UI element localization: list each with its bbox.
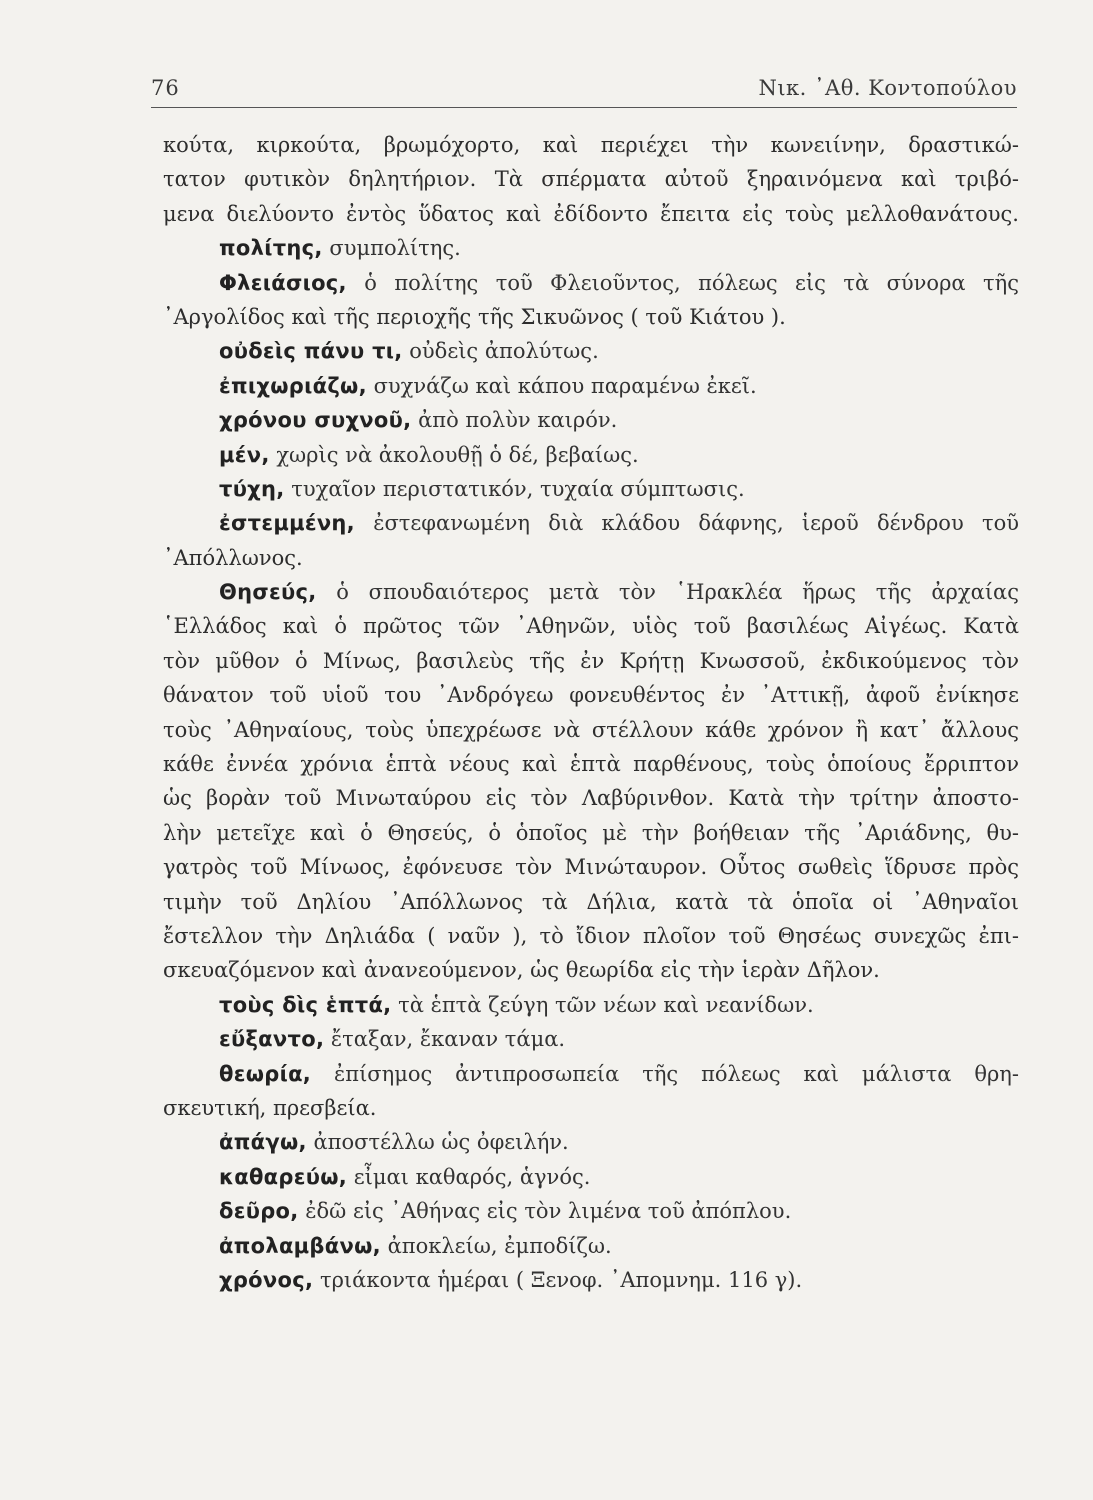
text-line: κάθε ἐννέα χρόνια ἑπτὰ νέους καὶ ἑπτὰ παρθένους, τοὺς ὁποίους ἔρριπτον [163, 752, 1019, 777]
text-line: ᾿Αργολίδος καὶ τῆς περιοχῆς τῆς Σικυῶνος ( τοῦ Κιάτου ). [163, 304, 786, 329]
text-line: σκευαζόμενον καὶ ἀνανεούμενον, ὡς θεωρίδα εἰς τὴν ἱερὰν Δῆλον. [163, 958, 880, 983]
text-line: μενα διελύοντο ἐντὸς ὕδατος καὶ ἐδίδοντο ἔπειτα εἰς τοὺς μελλοθανάτους. [163, 201, 1019, 226]
running-head: Νικ. ᾿Αθ. Κοντοπούλου [758, 76, 1017, 100]
text-line: ῾Ελλάδος καὶ ὁ πρῶτος τῶν ᾿Αθηνῶν, υἱὸς τοῦ βασιλέως Αἰγέως. Κατὰ [163, 614, 1019, 639]
glossary-term: θεωρία, [219, 1061, 312, 1086]
glossary-entry [163, 1160, 1019, 1194]
glossary-definition: ἐδῶ εἰς ᾿Αθήνας εἰς τὸν λιμένα τοῦ ἀπόπλου. [305, 1199, 792, 1224]
glossary-definition: εἶμαι καθαρός, ἁγνός. [353, 1164, 591, 1189]
text-line: τιμὴν τοῦ Δηλίου ᾿Απόλλωνος τὰ Δήλια, κατὰ τὰ ὁποῖα οἱ ᾿Αθηναῖοι [163, 889, 1019, 914]
glossary-definition: τριάκοντα ἡμέραι ( Ξενοφ. ᾿Απομνημ. 116 γ). [319, 1267, 803, 1292]
text-line: γατρὸς τοῦ Μίνωος, ἐφόνευσε τὸν Μινώταυρον. Οὗτος σωθεὶς ἵδρυσε πρὸς [163, 855, 1019, 880]
glossary-entry [163, 1057, 1019, 1091]
page-number: 76 [151, 76, 180, 100]
text-line: ὡς βορὰν τοῦ Μινωταύρου εἰς τὸν Λαβύρινθον. Κατὰ τὴν τρίτην ἀποστο- [163, 786, 1019, 811]
glossary-term: εὔξαντο, [219, 1027, 325, 1052]
body-text [163, 128, 1019, 1297]
glossary-definition: συχνάζω καὶ κάπου παραμένω ἐκεῖ. [373, 373, 757, 398]
glossary-term: ἀπολαμβάνω, [219, 1233, 381, 1258]
text-line: κούτα, κιρκούτα, βρωμόχορτο, καὶ περιέχει τὴν κωνειίνην, δραστικώ- [163, 133, 1019, 157]
text-line: τατον φυτικὸν δηλητήριον. Τὰ σπέρματα αὐτοῦ ξηραινόμενα καὶ τριβό- [163, 167, 1019, 192]
text-line: ᾿Απόλλωνος. [163, 545, 303, 570]
glossary-term: Θησεύς, [219, 580, 317, 605]
glossary-term: Φλειάσιος, [219, 270, 347, 295]
glossary-term: καθαρεύω, [219, 1164, 348, 1189]
glossary-definition: ἐστεφανωμένη διὰ κλάδου δάφνης, ἱεροῦ δένδρου τοῦ [373, 511, 1019, 536]
glossary-definition: ἐπίσημος ἀντιπροσωπεία τῆς πόλεως καὶ μάλιστα θρη- [334, 1061, 1019, 1086]
glossary-definition: ἀποστέλλω ὡς ὀφειλήν. [313, 1130, 569, 1155]
glossary-term: μέν, [219, 442, 270, 467]
glossary-term: ἀπάγω, [219, 1130, 307, 1155]
glossary-definition: συμπολίτης. [329, 236, 461, 261]
text-line: τοὺς ᾿Αθηναίους, τοὺς ὑπεχρέωσε νὰ στέλλουν κάθε χρόνον ἢ κατ᾿ ἄλλους [163, 717, 1019, 742]
glossary-entry [163, 403, 1019, 437]
glossary-definition: ἀπὸ πολὺν καιρόν. [418, 408, 618, 433]
glossary-term: πολίτης, [219, 236, 323, 261]
glossary-definition: χωρὶς νὰ ἀκολουθῇ ὁ δέ, βεβαίως. [276, 442, 639, 467]
glossary-entry [163, 472, 1019, 506]
header-rule [151, 107, 1017, 108]
glossary-entry [163, 575, 1019, 609]
glossary-definition: ἀποκλείω, ἐμποδίζω. [387, 1233, 612, 1258]
glossary-entry [163, 266, 1019, 300]
text-line: τὸν μῦθον ὁ Μίνως, βασιλεὺς τῆς ἐν Κρήτῃ Κνωσσοῦ, ἐκδικούμενος τὸν [163, 648, 1019, 673]
glossary-entry [163, 988, 1019, 1022]
glossary-entry [163, 334, 1019, 368]
glossary-entry [163, 1194, 1019, 1228]
glossary-entry [163, 231, 1019, 265]
glossary-definition: τυχαῖον περιστατικόν, τυχαία σύμπτωσις. [291, 476, 745, 501]
glossary-term: τύχη, [219, 476, 285, 501]
text-line: θάνατον τοῦ υἱοῦ του ᾿Ανδρόγεω φονευθέντος ἐν ᾿Αττικῇ, ἀφοῦ ἐνίκησε [163, 683, 1019, 708]
glossary-entry [163, 1263, 1019, 1297]
glossary-definition: ὁ πολίτης τοῦ Φλειοῦντος, πόλεως εἰς τὰ σύνορα τῆς [364, 270, 1019, 295]
glossary-term: ἐπιχωριάζω, [219, 373, 367, 398]
text-line: ἔστελλον τὴν Δηλιάδα ( ναῦν ), τὸ ἴδιον πλοῖον τοῦ Θησέως συνεχῶς ἐπι- [163, 923, 1019, 948]
glossary-definition: ἔταξαν, ἔκαναν τάμα. [330, 1027, 566, 1052]
glossary-term: δεῦρο, [219, 1199, 299, 1224]
glossary-entry [163, 1125, 1019, 1159]
glossary-entry [163, 369, 1019, 403]
text-line: σκευτική, πρεσβεία. [163, 1095, 377, 1120]
page-header [151, 70, 1017, 104]
text-line: λὴν μετεῖχε καὶ ὁ Θησεύς, ὁ ὁποῖος μὲ τὴν βοήθειαν τῆς ᾿Αριάδνης, θυ- [163, 820, 1019, 845]
glossary-entry [163, 1229, 1019, 1263]
glossary-definition: τὰ ἑπτὰ ζεύγη τῶν νέων καὶ νεανίδων. [398, 992, 814, 1017]
glossary-definition: ὁ σπουδαιότερος μετὰ τὸν ῾Ηρακλέα ἥρως τῆς ἀρχαίας [336, 580, 1019, 605]
glossary-term: χρόνου συχνοῦ, [219, 408, 412, 433]
glossary-term: τοὺς δὶς ἑπτά, [219, 992, 392, 1017]
glossary-definition: οὐδεὶς ἀπολύτως. [409, 339, 599, 364]
glossary-entry [163, 438, 1019, 472]
glossary-term: οὐδεὶς πάνυ τι, [219, 339, 403, 364]
glossary-term: χρόνος, [219, 1267, 314, 1292]
glossary-term: ἐστεμμένη, [219, 511, 355, 536]
glossary-entry [163, 1022, 1019, 1056]
glossary-entry [163, 506, 1019, 540]
